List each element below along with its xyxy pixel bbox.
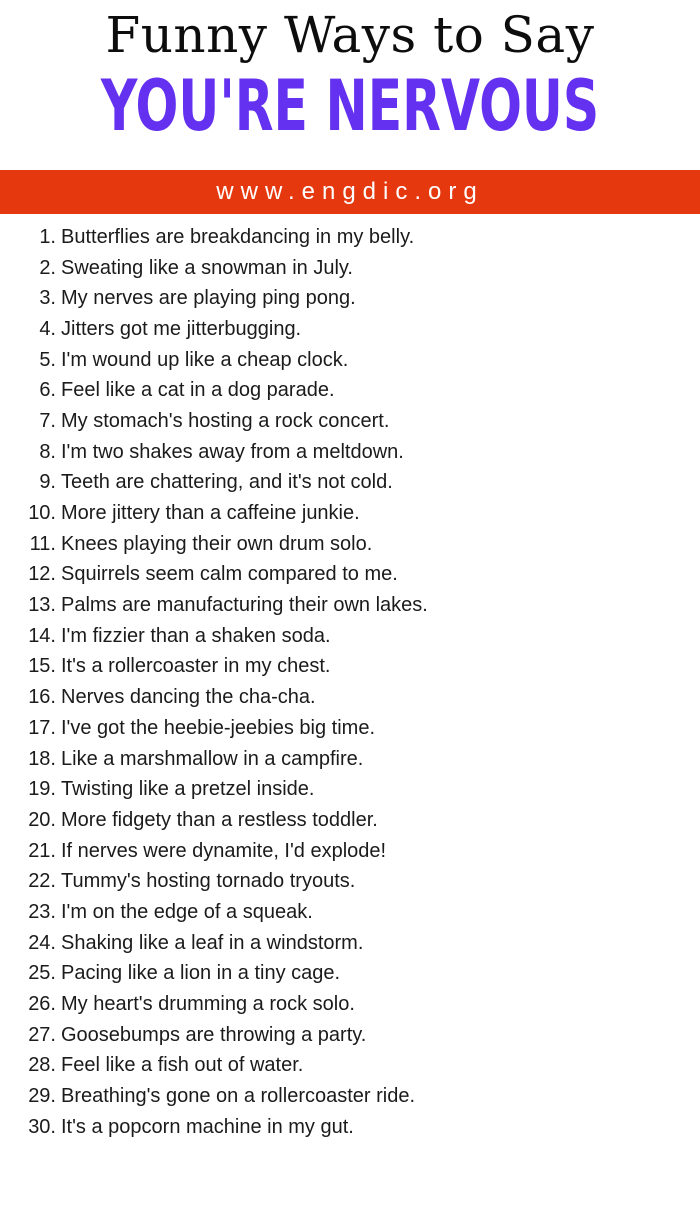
list-item xyxy=(0,621,700,652)
item-number: 15. xyxy=(28,655,56,678)
item-text: Butterflies are breakdancing in my belly. xyxy=(61,225,415,248)
list-item xyxy=(0,652,700,683)
item-text: Sweating like a snowman in July. xyxy=(61,256,353,279)
item-number: 10. xyxy=(28,502,56,525)
list-item xyxy=(0,1081,700,1112)
item-number: 28. xyxy=(28,1054,56,1077)
list-item xyxy=(0,590,700,621)
item-text: I'm fizzier than a shaken soda. xyxy=(61,624,331,647)
item-text: Shaking like a leaf in a windstorm. xyxy=(61,931,364,954)
item-text: Knees playing their own drum solo. xyxy=(61,532,373,555)
item-number: 13. xyxy=(28,594,56,617)
item-text: If nerves were dynamite, I'd explode! xyxy=(61,839,387,862)
item-number: 21. xyxy=(28,839,56,862)
list-item xyxy=(0,345,700,376)
item-number: 16. xyxy=(28,686,56,709)
list-item xyxy=(0,437,700,468)
item-number: 27. xyxy=(28,1023,56,1046)
item-text: Teeth are chattering, and it's not cold. xyxy=(61,471,393,494)
item-text: Goosebumps are throwing a party. xyxy=(61,1023,367,1046)
item-number: 4. xyxy=(39,317,56,340)
item-text: I've got the heebie-jeebies big time. xyxy=(61,716,376,739)
item-number: 1. xyxy=(39,225,56,248)
list-item xyxy=(0,989,700,1020)
page-subtitle: YOU'RE NERVOUS xyxy=(100,65,600,147)
item-number: 12. xyxy=(28,563,56,586)
list-item xyxy=(0,253,700,284)
item-text: Squirrels seem calm compared to me. xyxy=(61,563,398,586)
list-item xyxy=(0,805,700,836)
item-text: Pacing like a lion in a tiny cage. xyxy=(61,962,341,985)
item-text: More fidgety than a restless toddler. xyxy=(61,808,378,831)
item-number: 2. xyxy=(39,256,56,279)
item-text: I'm wound up like a cheap clock. xyxy=(61,348,349,371)
item-number: 14. xyxy=(28,624,56,647)
website-url: www.engdic.org xyxy=(216,178,484,205)
item-text: Feel like a fish out of water. xyxy=(61,1054,304,1077)
item-text: Breathing's gone on a rollercoaster ride. xyxy=(61,1085,416,1108)
item-text: Twisting like a pretzel inside. xyxy=(61,778,315,801)
list-item xyxy=(0,682,700,713)
item-text: It's a rollercoaster in my chest. xyxy=(61,655,331,678)
list-item xyxy=(0,222,700,253)
item-number: 29. xyxy=(28,1085,56,1108)
list-item xyxy=(0,375,700,406)
item-number: 17. xyxy=(28,716,56,739)
item-number: 23. xyxy=(28,900,56,923)
item-text: My heart's drumming a rock solo. xyxy=(61,993,355,1016)
item-text: My nerves are playing ping pong. xyxy=(61,287,356,310)
list-item xyxy=(0,1051,700,1082)
item-number: 26. xyxy=(28,993,56,1016)
list-item xyxy=(0,529,700,560)
item-text: I'm on the edge of a squeak. xyxy=(61,900,313,923)
phrase-list xyxy=(0,214,700,1143)
item-number: 5. xyxy=(39,348,56,371)
item-text: Nerves dancing the cha-cha. xyxy=(61,686,316,709)
page-title: Funny Ways to Say xyxy=(105,6,595,64)
list-item xyxy=(0,498,700,529)
list-item xyxy=(0,744,700,775)
website-banner xyxy=(0,170,700,214)
list-item xyxy=(0,928,700,959)
item-number: 30. xyxy=(28,1115,56,1138)
item-number: 6. xyxy=(39,379,56,402)
list-item xyxy=(0,897,700,928)
item-text: I'm two shakes away from a meltdown. xyxy=(61,440,404,463)
item-number: 19. xyxy=(28,778,56,801)
item-text: It's a popcorn machine in my gut. xyxy=(61,1115,354,1138)
item-number: 20. xyxy=(28,808,56,831)
item-number: 22. xyxy=(28,870,56,893)
item-text: Like a marshmallow in a campfire. xyxy=(61,747,364,770)
list-item xyxy=(0,283,700,314)
list-item xyxy=(0,314,700,345)
list-item xyxy=(0,774,700,805)
item-number: 25. xyxy=(28,962,56,985)
infographic-page xyxy=(0,6,700,1206)
item-number: 3. xyxy=(39,287,56,310)
list-item xyxy=(0,866,700,897)
item-number: 9. xyxy=(39,471,56,494)
list-item xyxy=(0,560,700,591)
item-text: Jitters got me jitterbugging. xyxy=(61,317,302,340)
item-number: 11. xyxy=(29,532,56,555)
item-number: 24. xyxy=(28,931,56,954)
list-item xyxy=(0,406,700,437)
item-text: More jittery than a caffeine junkie. xyxy=(61,502,360,525)
list-item xyxy=(0,836,700,867)
list-item xyxy=(0,1020,700,1051)
list-item xyxy=(0,1112,700,1143)
item-text: Palms are manufacturing their own lakes. xyxy=(61,594,428,617)
list-item xyxy=(0,713,700,744)
item-text: Tummy's hosting tornado tryouts. xyxy=(61,870,356,893)
item-text: Feel like a cat in a dog parade. xyxy=(61,379,335,402)
item-text: My stomach's hosting a rock concert. xyxy=(61,409,390,432)
list-item xyxy=(0,959,700,990)
list-item xyxy=(0,468,700,499)
item-number: 8. xyxy=(39,440,56,463)
item-number: 7. xyxy=(39,409,56,432)
item-number: 18. xyxy=(28,747,56,770)
